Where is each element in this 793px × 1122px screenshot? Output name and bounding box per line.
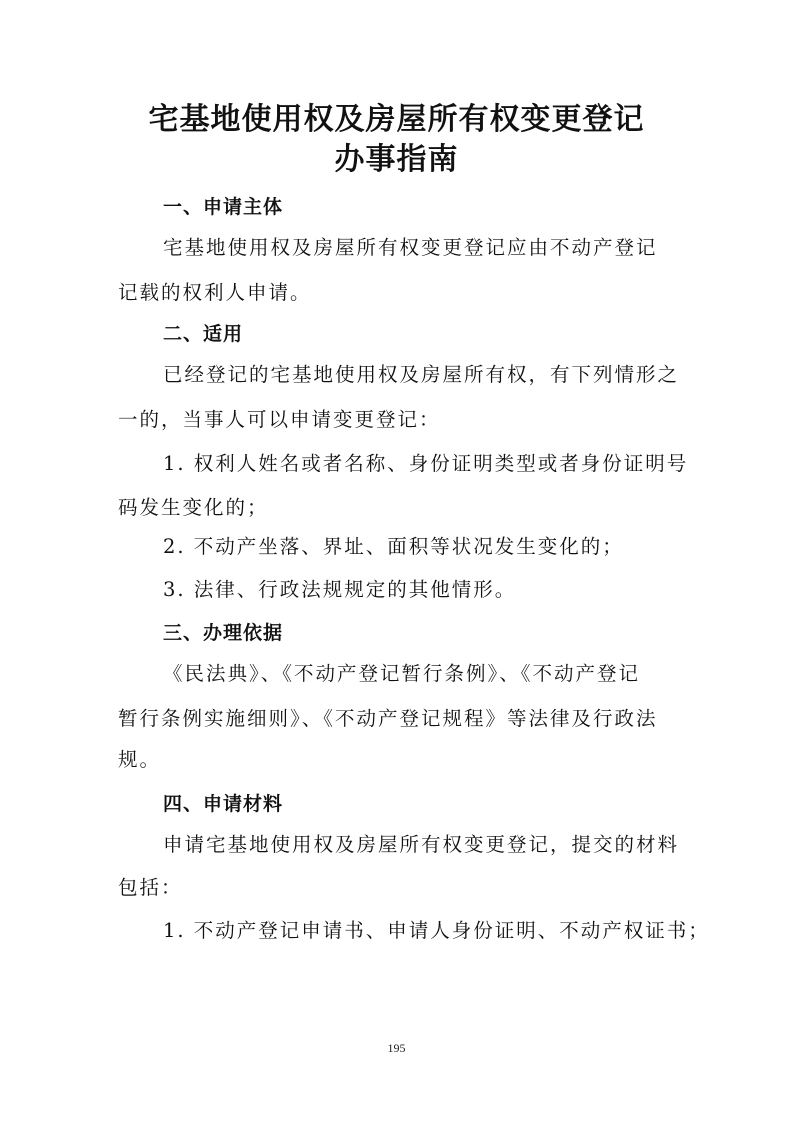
- list-item: 2. 不动产坐落、界址、面积等状况发生变化的；: [163, 535, 624, 558]
- list-item: 1. 不动产登记申请书、申请人身份证明、不动产权证书；: [163, 919, 710, 942]
- paragraph-line: 一的，当事人可以申请变更登记：: [118, 408, 441, 431]
- page-number: 195: [387, 1041, 406, 1055]
- paragraph-line: 规。: [118, 748, 162, 771]
- paragraph-line: 暂行条例实施细则》、《不动产登记规程》等法律及行政法: [118, 707, 658, 730]
- list-item-line: 1. 权利人姓名或者名称、身份证明类型或者身份证明号: [163, 452, 689, 475]
- section-heading-scope: 二、适用: [163, 323, 244, 345]
- paragraph-line: 包括：: [118, 876, 183, 899]
- document-title-line-2: 办事指南: [334, 142, 459, 177]
- section-heading-applicant: 一、申请主体: [163, 196, 284, 218]
- section-heading-materials: 四、申请材料: [163, 793, 284, 815]
- document-title-line-1: 宅基地使用权及房屋所有权变更登记: [148, 102, 645, 137]
- list-item-line: 码发生变化的；: [118, 496, 269, 519]
- paragraph-line: 宅基地使用权及房屋所有权变更登记应由不动产登记: [163, 236, 658, 259]
- list-item: 3. 法律、行政法规规定的其他情形。: [163, 578, 517, 601]
- paragraph-line: 记载的权利人申请。: [118, 281, 312, 304]
- paragraph-line: 申请宅基地使用权及房屋所有权变更登记，提交的材料: [163, 833, 680, 856]
- paragraph-line: 《民法典》、《不动产登记暂行条例》、《不动产登记: [163, 662, 641, 685]
- section-heading-legal-basis: 三、办理依据: [163, 622, 284, 644]
- paragraph-line: 已经登记的宅基地使用权及房屋所有权，有下列情形之: [163, 363, 680, 386]
